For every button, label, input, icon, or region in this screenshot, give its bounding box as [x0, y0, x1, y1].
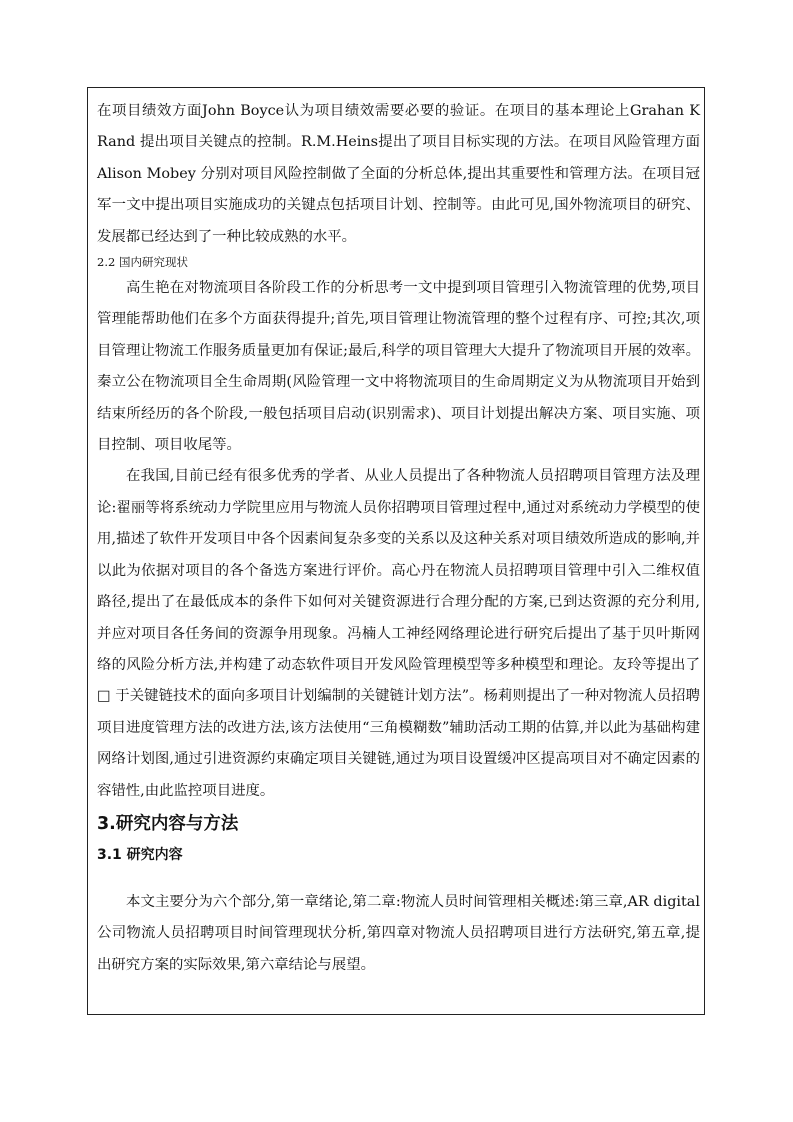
paragraph-research-content: 本文主要分为六个部分,第一章绪论,第二章:物流人员时间管理相关概述:第三章,AR digital 公司物流人员招聘项目时间管理现状分析,第四章对物流人员招聘项目进行方法研究,第五章,提出研究方案的实际效果,第六章结论与展望。	[97, 893, 700, 973]
paragraph-domestic-research-2: 在我国,目前已经有很多优秀的学者、从业人员提出了各种物流人员招聘项目管理方法及理论:翟丽等将系统动力学院里应用与物流人员你招聘项目管理过程中,通过对系统动力学模型的使用,描述了软件开发项目中各个因素间复杂多变的关系以及这种关系对项目绩效所造成的影响,并以此为依据对项目的各个备选方案进行评价。高心丹在物流人员招聘项目管理中引入二维权值路径,提出了在最低成本的条件下如何对关键资源进行合理分配的方案,已到达资源的充分利用,并应对项目各任务间的资源争用现象。冯楠人工神经网络理论进行研究后提出了基于贝叶斯网络的风险分析方法,并构建了动态软件项目开发风险管理模型等多种模型和理论。友玲等提出了□ 于关键链技术的面向多项目计划编制的关键链计划方法”。杨莉则提出了一种对物流人员招聘项目进度管理方法的改进方法,该方法使用“三角模糊数”辅助活动工期的估算,并以此为基础构建网络计划图,通过引进资源约束确定项目关键链,通过为项目设置缓冲区提高项目对不确定因素的容错性,由此监控项目进度。	[97, 468, 700, 799]
document-frame	[87, 87, 705, 1015]
document-content	[97, 96, 700, 981]
section-heading-2-2: 2.2 国内研究现状	[97, 255, 188, 270]
paragraph-foreign-research: 在项目绩效方面John Boyce认为项目绩效需要必要的验证。在项目的基本理论上Grahan K Rand 提出项目关键点的控制。R.M.Heins提出了项目目标实现的方法。在项目风险管理方面Alison Mobey 分别对项目风险控制做了全面的分析总体,提出其重要性和管理方法。在项目冠军一文中提出项目实施成功的关键点包括项目计划、控制等。由此可见,国外物流项目的研究、发展都已经达到了一种比较成熟的水平。	[97, 103, 700, 245]
section-heading-3-1: 3.1 研究内容	[97, 846, 183, 863]
paragraph-domestic-research-1: 高生艳在对物流项目各阶段工作的分析思考一文中提到项目管理引入物流管理的优势,项目管理能帮助他们在多个方面获得提升;首先,项目管理让物流管理的整个过程有序、可控;其次,项目管理让物流工作服务质量更加有保证;最后,科学的项目管理大大提升了物流项目开展的效率。秦立公在物流项目全生命周期(风险管理一文中将物流项目的生命周期定义为从物流项目开始到结束所经历的各个阶段,一般包括项目启动(识别需求)、项目计划提出解决方案、项目实施、项目控制、项目收尾等。	[97, 280, 700, 454]
section-heading-3: 3.研究内容与方法	[97, 813, 239, 834]
